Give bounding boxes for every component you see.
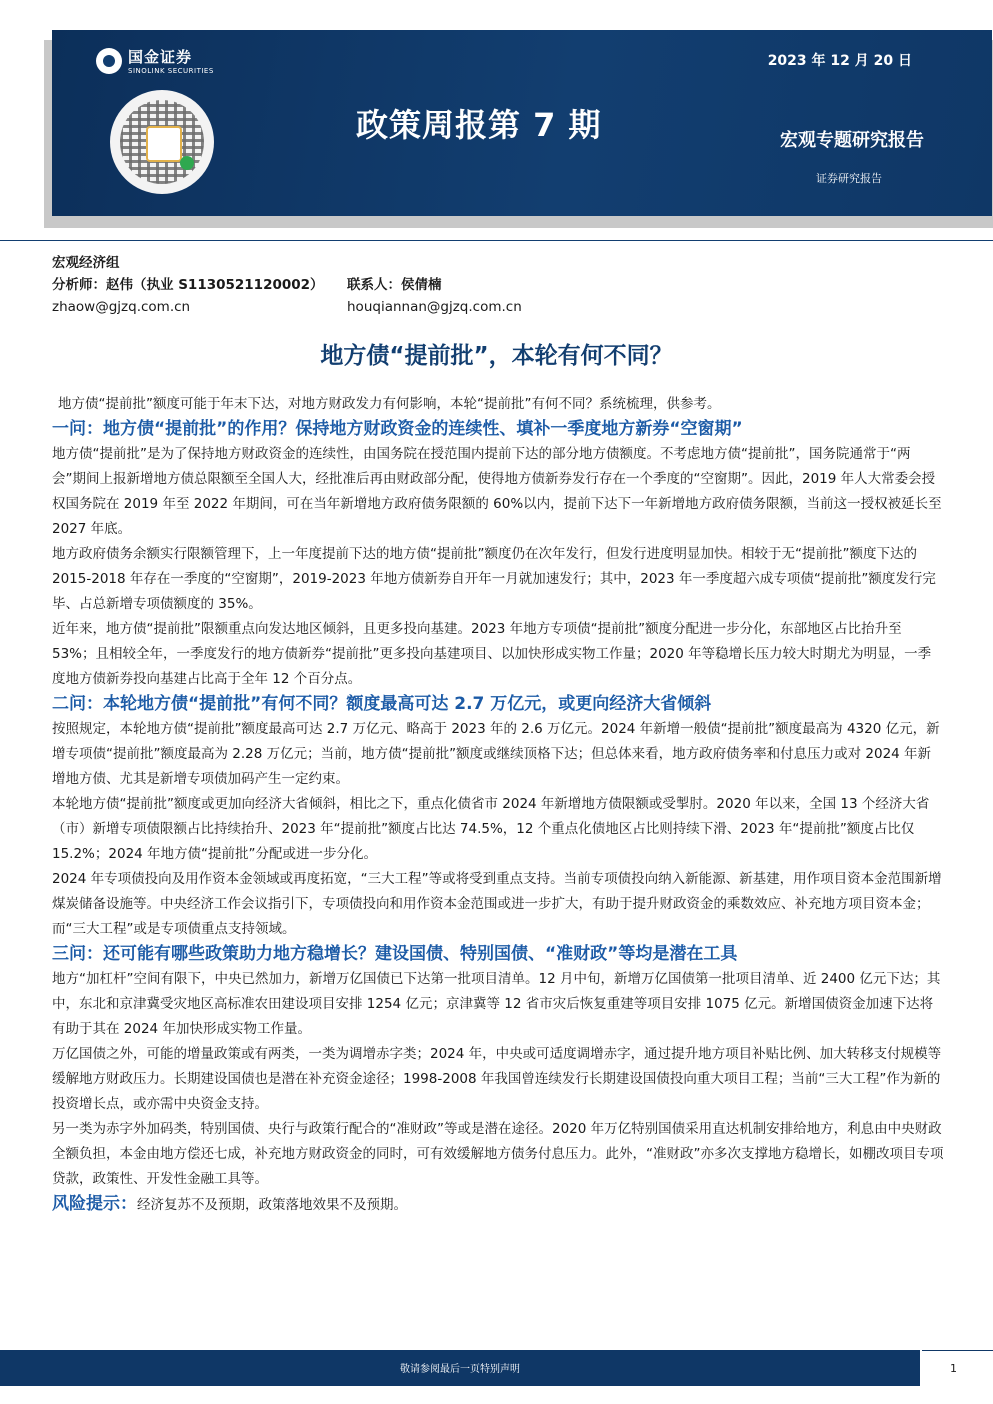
paragraph: 地方“加杠杆”空间有限下，中央已然加力，新增万亿国债已下达第一批项目清单。12 月中旬，新增万亿国债第一批项目清单、近 2400 亿元下达；其中，东北和京津冀受灾地区高标准农田建设项目安排 1254 亿元；京津冀等 12 省市灾后恢复重建等项目安排 1075 亿元。新增国债资金加速下达将有助于其在 2024 年加快形成实物工作量。 [52, 971, 941, 1037]
contact-name: 联系人：侯倩楠 [347, 277, 442, 293]
header-banner [52, 30, 992, 216]
section-heading-q3: 三问：还可能有哪些政策助力地方稳增长？建设国债、特别国债、“准财政”等均是潜在工具 [52, 944, 738, 964]
risk-note [52, 1192, 944, 1218]
report-date: 2023 年 12 月 20 日 [767, 53, 912, 69]
header-divider [0, 240, 993, 241]
paragraph: 按照规定，本轮地方债“提前批”额度最高可达 2.7 万亿元、略高于 2023 年的 2.6 万亿元。2024 年新增一般债“提前批”额度最高为 4320 亿元，新增专项债“提前批”额度最高为 2.28 万亿元；当前，地方债“提前批”额度或继续顶格下达；但总体来看，地方政府债务率和付息压力或对 2024 年新增地方债、尤其是新增专项债加码产生一定约束。 [52, 721, 940, 787]
paragraph: 另一类为赤字外加码类，特别国债、央行与政策行配合的“准财政”等或是潜在途径。2020 年万亿特别国债采用直达机制安排给地方，利息由中央财政全额负担，本金由地方偿还七成，补充地方财政资金的同时，可有效缓解地方债务付息压力。此外，“准财政”亦多次支撑地方稳增长，如棚改项目专项贷款，政策性、开发性金融工具等。 [52, 1121, 944, 1187]
article-body [52, 392, 944, 1218]
intro-paragraph: 地方债“提前批”额度可能于年末下达，对地方财政发力有何影响，本轮“提前批”有何不同？系统梳理，供参考。 [58, 396, 721, 412]
risk-label: 风险提示： [52, 1194, 137, 1214]
analyst-email[interactable]: zhaow@gjzq.com.cn [52, 299, 191, 315]
paragraph: 地方政府债务余额实行限额管理下，上一年度提前下达的地方债“提前批”额度仍在次年发行，但发行进度明显加快。相较于无“提前批”额度下达的 2015-2018 年存在一季度的“空窗期”，2019-2023 年地方债新券自开年一月就加速发行；其中，2023 年一季度超六成专项债“提前批”额度发行完毕、占总新增专项债额度的 35%。 [52, 546, 936, 612]
qr-code-icon[interactable] [110, 90, 214, 194]
analyst-name: 分析师：赵伟（执业 S1130521120002） [52, 277, 324, 293]
paragraph: 2024 年专项债投向及用作资本金领域或再度拓宽，“三大工程”等或将受到重点支持。当前专项债投向纳入新能源、新基建，用作项目资本金范围新增煤炭储备设施等。中央经济工作会议指引下，专项债投向和用作资本金范围或进一步扩大，有助于提升财政资金的乘数效应、补充地方项目资本金；而“三大工程”或是专项债重点支持领域。 [52, 871, 942, 937]
footer-notice[interactable]: 敬请参阅最后一页特别声明 [400, 1364, 520, 1375]
logo-text-en: SINOLINK SECURITIES [128, 67, 214, 75]
footer-divider [922, 1350, 993, 1351]
section-heading-q1: 一问：地方债“提前批”的作用？保持地方财政资金的连续性、填补一季度地方新券“空窗期” [52, 419, 743, 439]
paragraph: 本轮地方债“提前批”额度或更加向经济大省倾斜，相比之下，重点化债省市 2024 年新增地方债限额或受掣肘。2020 年以来，全国 13 个经济大省（市）新增专项债限额占比持续抬升、2023 年“提前批”额度占比达 74.5%，12 个重点化债地区占比则持续下滑、2023 年“提前批”额度占比仅 15.2%；2024 年地方债“提前批”分配或进一步分化。 [52, 796, 930, 862]
research-group: 宏观经济组 [52, 255, 120, 271]
company-logo [96, 46, 214, 75]
authors-block [52, 252, 522, 318]
paragraph: 地方债“提前批”是为了保持地方财政资金的连续性，由国务院在授范围内提前下达的部分地方债额度。不考虑地方债“提前批”，国务院通常于“两会”期间上报新增地方债总限额至全国人大，经批准后再由财政部分配，使得地方债新券发行存在一个季度的“空窗期”。因此，2019 年人大常委会授权国务院在 2019 年至 2022 年期间，可在当年新增地方政府债务限额的 60%以内，提前下达下一年新增地方政府债务限额，当前这一授权被延长至 2027 年底。 [52, 446, 942, 537]
article-headline: 地方债“提前批”，本轮有何不同？ [320, 343, 673, 369]
page-footer [0, 1350, 993, 1404]
paragraph: 近年来，地方债“提前批”限额重点向发达地区倾斜，且更多投向基建。2023 年地方专项债“提前批”额度分配进一步分化，东部地区占比抬升至 53%；且相较全年，一季度发行的地方债新券“提前批”更多投向基建项目、以加快形成实物工作量；2020 年等稳增长压力较大时期尤为明显，一季度地方债新券投向基建占比高于全年 12 个百分点。 [52, 621, 932, 687]
report-title: 政策周报第 7 期 [356, 106, 602, 144]
page-number: 1 [950, 1362, 957, 1375]
report-type: 宏观专题研究报告 [780, 130, 924, 151]
risk-text: 经济复苏不及预期，政策落地效果不及预期。 [137, 1197, 407, 1213]
logo-text-cn: 国金证券 [128, 48, 193, 66]
paragraph: 万亿国债之外，可能的增量政策或有两类，一类为调增赤字类；2024 年，中央或可适度调增赤字，通过提升地方项目补贴比例、加大转移支付规模等缓解地方财政压力。长期建设国债也是潜在补充资金途径；1998-2008 年我国曾连续发行长期建设国债投向重大项目工程；当前“三大工程”作为新的投资增长点，或亦需中央资金支持。 [52, 1046, 942, 1112]
contact-email[interactable]: houqiannan@gjzq.com.cn [347, 299, 522, 315]
section-heading-q2: 二问：本轮地方债“提前批”有何不同？额度最高可达 2.7 万亿元，或更向经济大省倾斜 [52, 694, 712, 714]
report-subtype: 证券研究报告 [816, 172, 882, 185]
logo-mark-icon [96, 48, 122, 74]
